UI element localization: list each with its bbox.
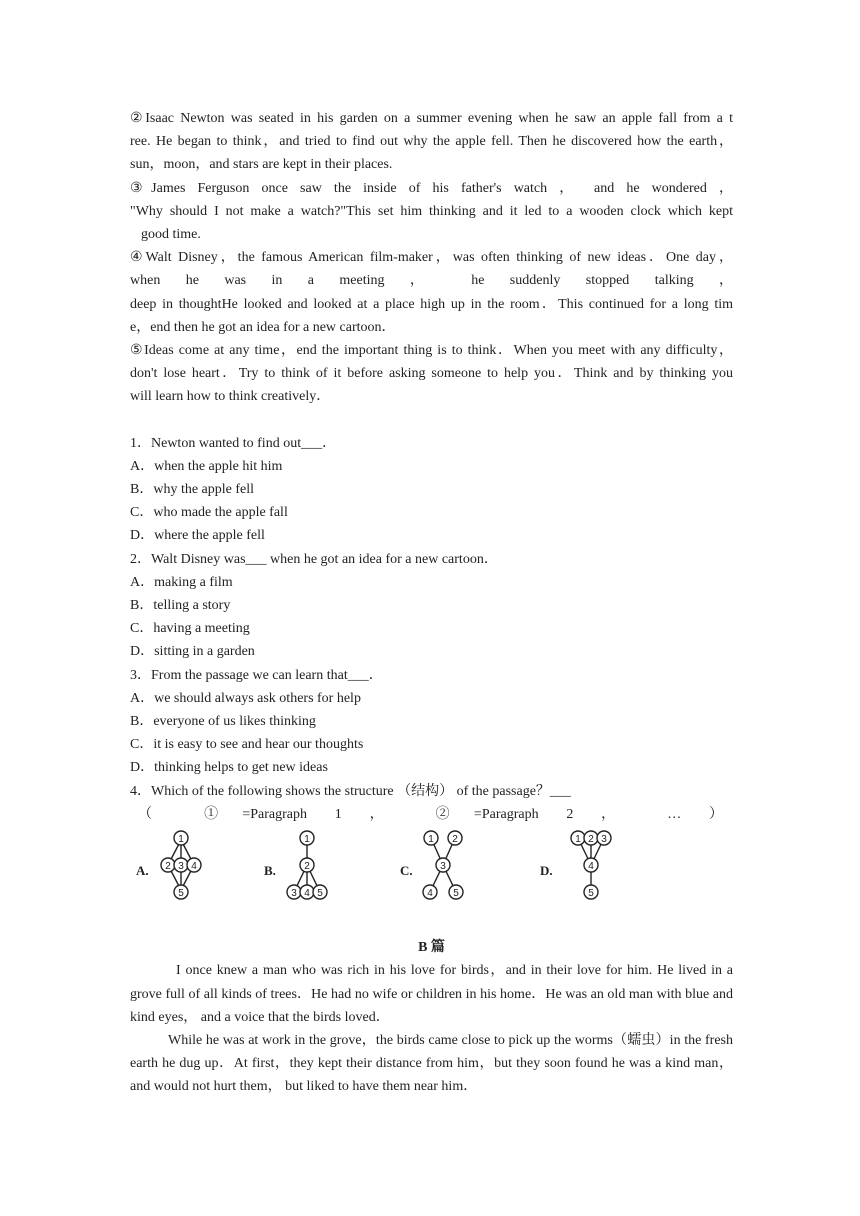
- figure-b-label: B.: [264, 863, 276, 879]
- paragraph-2-line-2: ree. He began to think，and tried to find out why the apple fell. Then he discovered how the earth，: [130, 134, 733, 150]
- question-4-stem: 4．Which of the following shows the structure （结构） of the passage？___: [130, 783, 571, 799]
- figure-d-label: D.: [540, 863, 553, 879]
- question-1-option-c: C．who made the apple fall: [130, 505, 288, 521]
- figure-b-node-5: 5: [317, 888, 323, 900]
- paragraph-3-line-2: "Why should I not make a watch?"This set him thinking and it led to a wooden clock which kept: [130, 203, 733, 219]
- question-3-option-d: D．thinking helps to get new ideas: [130, 760, 328, 776]
- question-2-option-a: A．making a film: [130, 574, 233, 590]
- figure-c-node-2: 2: [452, 834, 458, 846]
- figure-b: [264, 830, 344, 918]
- figure-d-node-1: 1: [575, 834, 581, 846]
- paragraph-4-line-4: e，end then he got an idea for a new cartoon．: [130, 319, 396, 335]
- question-1-option-b: B．why the apple fell: [130, 482, 255, 498]
- paragraph-5-line-3: will learn how to think creatively．: [130, 389, 331, 405]
- figure-d-node-4: 4: [588, 861, 594, 873]
- figure-c: [400, 830, 480, 918]
- figure-a: [136, 830, 216, 918]
- question-2-option-d: D．sitting in a garden: [130, 644, 255, 660]
- question-2-stem: 2．Walt Disney was___ when he got an idea for a new cartoon．: [130, 551, 498, 567]
- figure-c-node-1: 1: [428, 834, 434, 846]
- figure-d-node-2: 2: [588, 834, 594, 846]
- figure-b-node-1: 1: [304, 834, 310, 846]
- question-4-note: （ ①=Paragraph 1 ， ②=Paragraph 2 ， … ）: [138, 806, 723, 822]
- figure-d-node-3: 3: [601, 834, 607, 846]
- paragraph-4-line-3: deep in thoughtHe looked and looked at a place high up in the room．This continued for a long tim: [130, 296, 733, 312]
- figure-b-node-3: 3: [291, 888, 297, 900]
- section-b-title: B 篇: [418, 940, 445, 956]
- question-1-option-d: D．where the apple fell: [130, 528, 265, 544]
- paragraph-5-line-1: ⑤Ideas come at any time，end the important thing is to think．When you meet with any difficulty，: [130, 343, 733, 359]
- paragraph-4-line-1: ④Walt Disney，the famous American film-maker，was often thinking of new ideas．One day，: [130, 250, 733, 266]
- figure-a-node-2: 2: [165, 861, 171, 873]
- figure-b-node-2: 2: [304, 861, 310, 873]
- question-3-stem: 3．From the passage we can learn that___．: [130, 667, 383, 683]
- figure-b-node-4: 4: [304, 888, 310, 900]
- figure-a-node-3: 3: [178, 861, 184, 873]
- question-1-option-a: A．when the apple hit him: [130, 458, 283, 474]
- paragraph-2-line-3: sun，moon，and stars are kept in their places.: [130, 157, 393, 173]
- figure-a-label: A.: [136, 863, 149, 879]
- question-3-option-a: A．we should always ask others for help: [130, 690, 361, 706]
- figure-a-node-4: 4: [191, 861, 197, 873]
- paragraph-5-line-2: don't lose heart．Try to think of it before asking someone to help you．Think and by thinking you: [130, 366, 733, 382]
- paragraph-4-line-2: when he was in a meeting ， he suddenly stopped talking ，: [130, 273, 733, 289]
- figure-d-node-5: 5: [588, 888, 594, 900]
- figure-a-node-1: 1: [178, 834, 184, 846]
- question-2-option-c: C．having a meeting: [130, 621, 250, 637]
- structure-figures: [130, 830, 733, 914]
- question-3-option-c: C．it is easy to see and hear our thoughts: [130, 737, 364, 753]
- question-3-option-b: B．everyone of us likes thinking: [130, 714, 316, 730]
- section-b-paragraph-1: I once knew a man who was rich in his love for birds，and in their love for him. He lived in a grove full of all kinds of trees．He had no wife or children in his home．He was an old man with blue and kind eyes， and a voice that the birds loved．: [130, 963, 733, 1025]
- paragraph-3-line-1: ③James Ferguson once saw the inside of his father's watch ， and he wondered ，: [130, 180, 733, 196]
- paragraph-3-line-3: good time.: [141, 227, 201, 243]
- figure-c-node-4: 4: [427, 888, 433, 900]
- figure-a-node-5: 5: [178, 888, 184, 900]
- question-2-option-b: B．telling a story: [130, 598, 231, 614]
- document-page: [130, 107, 733, 1099]
- figure-c-label: C.: [400, 863, 413, 879]
- figure-d: [540, 830, 620, 918]
- figure-c-node-3: 3: [440, 861, 446, 873]
- figure-c-node-5: 5: [453, 888, 459, 900]
- paragraph-2-line-1: ②Isaac Newton was seated in his garden on a summer evening when he saw an apple fall from a t: [130, 111, 733, 126]
- figure-b-diagram: [264, 830, 344, 910]
- section-b-paragraph-2: While he was at work in the grove，the birds came close to pick up the worms（蠕虫）in the fresh earth he dug up．At first，they kept their distance from him，but they soon found he was a kind man， and would not hurt them， but liked to have them near him．: [130, 1032, 733, 1095]
- question-1-stem: 1．Newton wanted to find out___．: [130, 435, 337, 451]
